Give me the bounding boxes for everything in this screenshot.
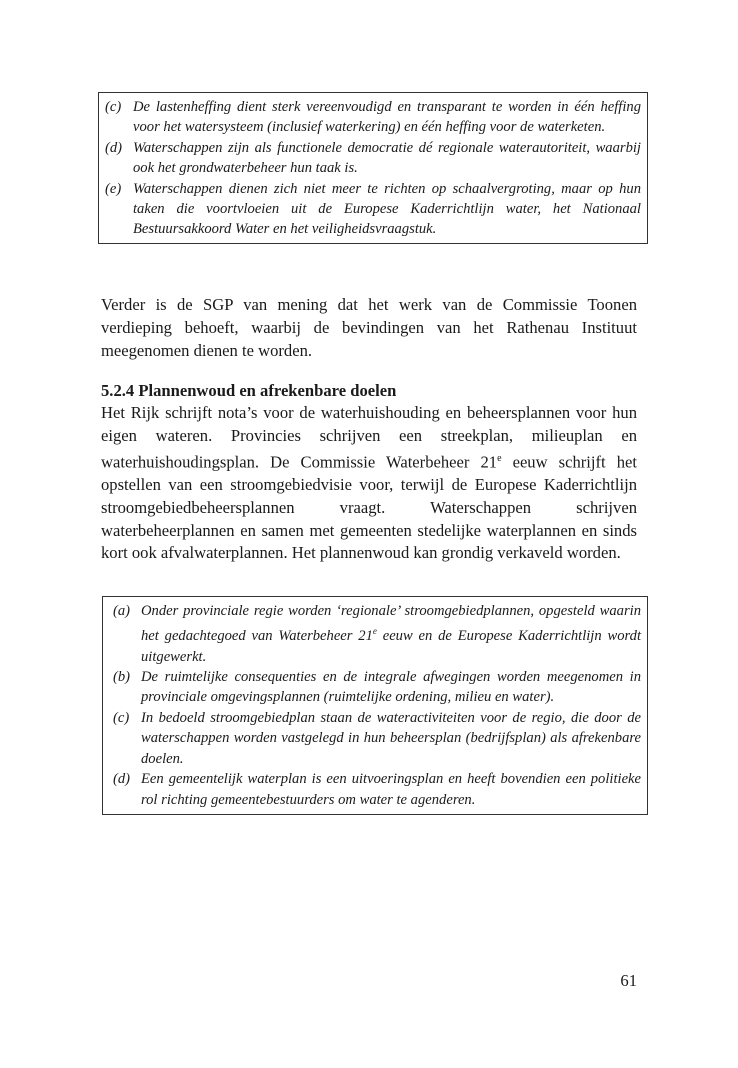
list-item	[113, 708, 641, 769]
body-paragraph: Verder is de SGP van mening dat het werk van de Commissie Toonen verdieping behoeft, waarbij de bevindingen van het Rathenau Instituut meegenomen dienen te worden.	[101, 295, 637, 360]
paragraph-text: eeuw schrijft het opstellen van een stroomgebiedvisie voor, terwijl de Europese Kaderrichtlijn stroomgebiedbeheersplannen vraagt. Waterschappen schrijven waterbeheerplannen en samen met gemeenten stedelijke waterplannen en sinds kort ook afvalwaterplannen. Het plannenwoud kan grondig verkaveld worden.	[101, 452, 637, 563]
list-item-text-part: Onder provinciale regie worden ‘regionale’ stroomgebiedplannen, opgesteld waarin het gedachtegoed van Waterbeheer 21	[141, 603, 641, 645]
list-item-text: De ruimtelijke consequenties en de integrale afwegingen worden meegenomen in provinciale omgevingsplannen (ruimtelijke ordening, milieu en water).	[141, 669, 641, 706]
list-item	[105, 97, 641, 138]
paragraph-text: Het Rijk schrijft nota’s voor de waterhuishouding en beheersplannen voor hun eigen wateren. Provincies schrijven een streekplan, milieuplan en waterhuishoudingsplan. De Commissie Waterbeheer 21	[101, 403, 637, 472]
proposals-box-bottom	[102, 596, 648, 815]
list-item	[113, 601, 641, 667]
list-item-text: De lastenheffing dient sterk vereenvoudigd en transparant te worden in één heffing voor het watersysteem (inclusief waterkering) en één heffing voor de waterketen.	[133, 99, 641, 136]
list-item-label: (d)	[105, 139, 123, 156]
list-item-label: (c)	[105, 99, 122, 115]
list-item	[113, 667, 641, 708]
page-number: 61	[620, 971, 637, 990]
list-item-text: Waterschappen dienen zich niet meer te richten op schaalvergroting, maar op hun taken die voortvloeien uit de Europese Kaderrichtlijn water, het Nationaal Bestuursakkoord Water en het veiligheidsvraagstuk.	[133, 180, 641, 238]
list-item-text: Een gemeentelijk waterplan is een uitvoeringsplan en heeft bovendien een politieke rol richting gemeentebestuurders om water te agenderen.	[141, 771, 641, 808]
list-item-label: (b)	[113, 669, 131, 686]
body-paragraph	[101, 402, 637, 565]
list-item-text-part: eeuw en de Europese Kaderrichtlijn wordt uitgewerkt.	[141, 628, 641, 665]
proposals-box-top	[98, 92, 648, 244]
list-item	[105, 138, 641, 179]
list-item-text: Waterschappen zijn als functionele democratie dé regionale waterautoriteit, waarbij ook het grondwaterbeheer hun taak is.	[133, 139, 641, 177]
list-item-label: (c)	[113, 709, 130, 726]
list-item-label: (d)	[113, 771, 131, 788]
list-item-text: In bedoeld stroomgebiedplan staan de wateractiviteiten voor de regio, die door de waterschappen worden vastgelegd in hun beheersplan (bedrijfsplan) als afrekenbare doelen.	[141, 709, 641, 767]
list-item-label: (e)	[105, 180, 122, 197]
section-heading: 5.2.4 Plannenwoud en afrekenbare doelen	[101, 381, 397, 400]
list-item	[113, 769, 641, 810]
list-item-label: (a)	[113, 603, 131, 619]
list-item-text	[141, 601, 641, 667]
superscript: e	[372, 626, 377, 637]
superscript: e	[497, 452, 502, 464]
list-item	[105, 179, 641, 240]
